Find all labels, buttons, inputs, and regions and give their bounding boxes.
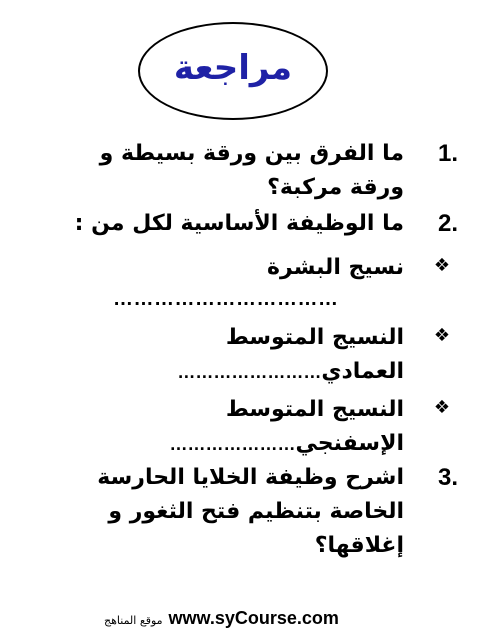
footer-label: موقع المناهج	[104, 614, 163, 627]
four-diamond-bullet-icon: ❖	[433, 325, 450, 346]
question-3	[0, 464, 480, 558]
item-label: النسيج المتوسط	[225, 397, 404, 422]
item-label: النسيج المتوسط	[225, 325, 404, 350]
item-spongy-line2	[0, 430, 480, 464]
item-label-text: العمادي	[321, 359, 404, 384]
question-text: اشرح وظيفة الخلايا الحارسة الخاصة بتنظيم فتح الثغور و إغلاقها؟	[97, 465, 404, 558]
item-spongy-mesophyll	[0, 396, 480, 430]
item-epidermis	[0, 254, 480, 288]
four-diamond-bullet-icon: ❖	[433, 255, 450, 276]
question-2	[0, 210, 480, 244]
title-ellipse	[138, 22, 328, 120]
answer-dots: ……………………	[177, 362, 322, 382]
page-title: مراجعة	[173, 48, 293, 88]
answer-dots: ……………………………	[113, 288, 339, 310]
item-label	[0, 355, 404, 389]
footer	[104, 608, 339, 629]
question-text: ما الفرق بين ورقة بسيطة و ورقة مركبة؟	[99, 141, 404, 200]
question-number: 1.	[437, 140, 458, 167]
question-1	[0, 140, 480, 200]
item-palisade-mesophyll	[0, 324, 480, 358]
question-number: 2.	[437, 210, 458, 237]
item-label	[0, 427, 404, 461]
footer-site-link[interactable]: www.syCourse.com	[168, 608, 339, 628]
question-number: 3.	[437, 464, 458, 491]
four-diamond-bullet-icon: ❖	[433, 397, 450, 418]
item-palisade-line2	[0, 358, 480, 392]
item-label-text: الإسفنجي	[295, 431, 404, 456]
item-label: نسيج البشرة	[267, 255, 404, 280]
answer-dots: …………………	[169, 434, 296, 454]
question-text: ما الوظيفة الأساسية لكل من :	[74, 211, 404, 236]
